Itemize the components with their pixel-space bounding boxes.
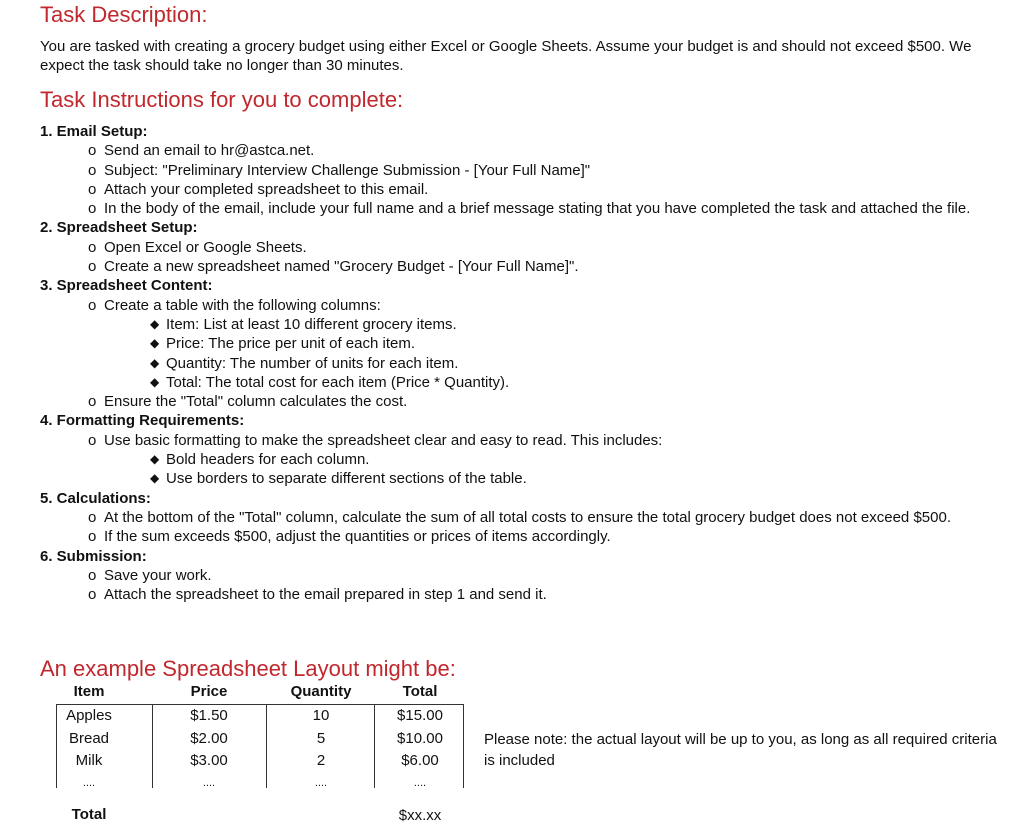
column-header-quantity: Quantity <box>290 683 352 700</box>
section-title: 2. Spreadsheet Setup: <box>40 219 198 237</box>
list-item <box>40 527 1020 546</box>
table-cell: .... <box>314 777 328 789</box>
list-subitem-text: Use borders to separate different sections of the table. <box>166 470 527 488</box>
column-header-item: Item <box>73 683 105 700</box>
list-item <box>40 199 1020 218</box>
table-cell: .... <box>202 777 216 789</box>
table-cell: $2.00 <box>190 730 228 747</box>
instructions-list <box>40 122 1020 604</box>
circle-bullet-icon: o <box>88 586 97 604</box>
diamond-bullet-icon: ◆ <box>150 355 160 370</box>
list-subitem <box>40 469 1020 488</box>
table-top-border <box>56 704 464 705</box>
total-value: $xx.xx <box>398 807 442 824</box>
table-cell: Apples <box>66 707 112 724</box>
table-cell: Milk <box>75 752 103 769</box>
task-description-text: You are tasked with creating a grocery budget using either Excel or Google Sheets. Assume your budget is and should not exceed $500. We expect the task should take no longer than 30 minutes. <box>40 38 972 74</box>
circle-bullet-icon: o <box>88 180 97 198</box>
list-item-text: Attach the spreadsheet to the email prepared in step 1 and send it. <box>104 586 547 604</box>
section-title: 4. Formatting Requirements: <box>40 412 245 430</box>
list-item <box>40 585 1020 604</box>
list-item <box>40 566 1020 585</box>
list-item-text: Send an email to hr@astca.net. <box>104 142 315 160</box>
list-item-text: Attach your completed spreadsheet to this email. <box>104 180 429 198</box>
section-title: 5. Calculations: <box>40 489 151 507</box>
circle-bullet-icon: o <box>88 431 97 449</box>
table-cell: $10.00 <box>397 730 443 747</box>
list-subitem <box>40 450 1020 469</box>
circle-bullet-icon: o <box>88 238 97 256</box>
list-item-text: If the sum exceeds $500, adjust the quantities or prices of items accordingly. <box>104 528 611 546</box>
list-item-text: In the body of the email, include your full name and a brief message stating that you have completed the task and attached the file. <box>104 200 971 218</box>
circle-bullet-icon: o <box>88 528 97 546</box>
circle-bullet-icon: o <box>88 161 97 179</box>
list-item <box>40 238 1020 257</box>
table-cell: $3.00 <box>190 752 228 769</box>
list-item <box>40 296 1020 315</box>
section-title: 3. Spreadsheet Content: <box>40 277 213 295</box>
list-subitem-text: Quantity: The number of units for each item. <box>166 354 459 372</box>
list-subitem-text: Bold headers for each column. <box>166 451 370 469</box>
table-cell: 10 <box>312 707 330 724</box>
task-instructions-heading: Task Instructions for you to complete: <box>40 87 404 112</box>
task-description-heading: Task Description: <box>40 2 208 27</box>
list-subitem-text: Item: List at least 10 different grocery items. <box>166 315 457 333</box>
list-item <box>40 392 1020 411</box>
list-item <box>40 257 1020 276</box>
diamond-bullet-icon: ◆ <box>150 374 160 389</box>
list-subitem-text: Price: The price per unit of each item. <box>166 335 416 353</box>
table-cell: 2 <box>316 752 326 769</box>
circle-bullet-icon: o <box>88 142 97 160</box>
list-item <box>40 508 1020 527</box>
table-cell: Bread <box>68 730 110 747</box>
list-subitem <box>40 373 1020 392</box>
circle-bullet-icon: o <box>88 200 97 218</box>
list-item-text: Create a new spreadsheet named "Grocery Budget - [Your Full Name]". <box>104 258 579 276</box>
circle-bullet-icon: o <box>88 393 97 411</box>
example-heading: An example Spreadsheet Layout might be: <box>40 656 456 681</box>
circle-bullet-icon: o <box>88 566 97 584</box>
circle-bullet-icon: o <box>88 296 97 314</box>
list-subitem <box>40 315 1020 334</box>
list-item <box>40 180 1020 199</box>
table-cell: $1.50 <box>190 707 228 724</box>
circle-bullet-icon: o <box>88 508 97 526</box>
diamond-bullet-icon: ◆ <box>150 336 160 351</box>
list-item-text: Create a table with the following columns: <box>104 296 381 314</box>
list-item-text: Open Excel or Google Sheets. <box>104 238 307 256</box>
circle-bullet-icon: o <box>88 258 97 276</box>
total-label: Total <box>71 806 107 823</box>
list-item-text: At the bottom of the "Total" column, calculate the sum of all total costs to ensure the total grocery budget does not exceed $500. <box>104 508 951 526</box>
list-item <box>40 431 1020 450</box>
list-subitem <box>40 334 1020 353</box>
column-header-price: Price <box>190 683 228 700</box>
list-item-text: Save your work. <box>104 566 212 584</box>
column-header-total: Total <box>402 683 438 700</box>
list-item <box>40 161 1020 180</box>
list-item-text: Ensure the "Total" column calculates the cost. <box>104 393 408 411</box>
list-subitem-text: Total: The total cost for each item (Price * Quantity). <box>166 373 510 391</box>
diamond-bullet-icon: ◆ <box>150 471 160 486</box>
table-cell: $15.00 <box>397 707 443 724</box>
table-cell: 5 <box>316 730 326 747</box>
diamond-bullet-icon: ◆ <box>150 452 160 467</box>
section-title: 6. Submission: <box>40 547 147 565</box>
list-item-text: Subject: "Preliminary Interview Challenge Submission - [Your Full Name]" <box>104 161 591 179</box>
list-item-text: Use basic formatting to make the spreadsheet clear and easy to read. This includes: <box>104 431 663 449</box>
table-cell: $6.00 <box>401 752 439 769</box>
list-item <box>40 141 1020 160</box>
list-subitem <box>40 354 1020 373</box>
diamond-bullet-icon: ◆ <box>150 316 160 331</box>
table-cell: .... <box>82 777 96 789</box>
section-title: 1. Email Setup: <box>40 123 148 140</box>
table-cell: .... <box>413 777 427 789</box>
layout-note: Please note: the actual layout will be up to you, as long as all required criteria is included <box>484 731 997 769</box>
